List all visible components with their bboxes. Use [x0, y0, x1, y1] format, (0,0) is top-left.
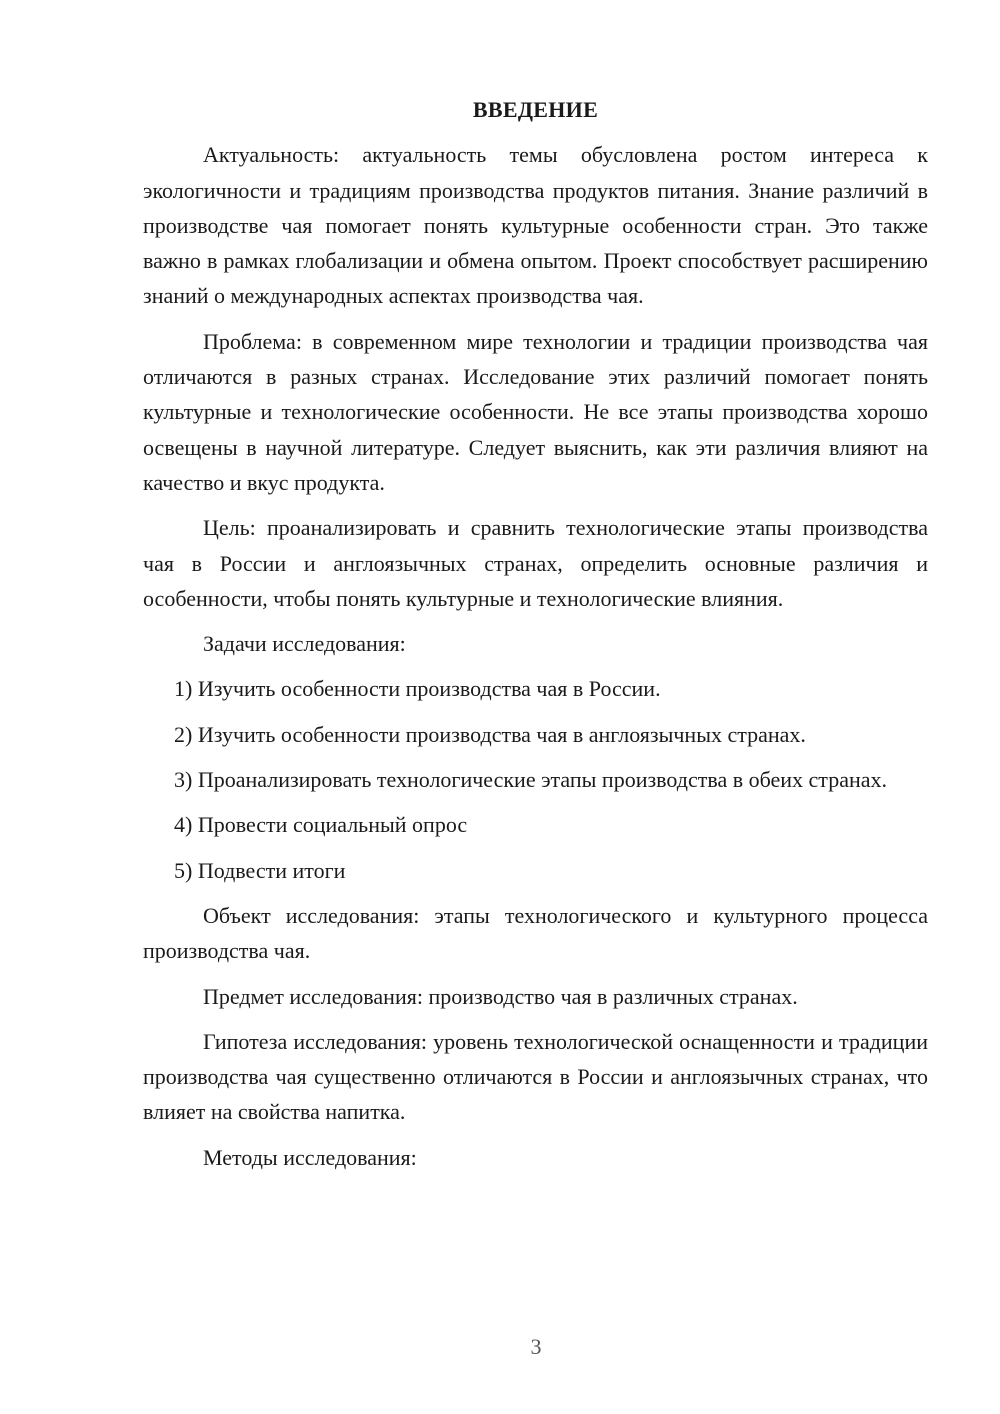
relevance-paragraph: Актуальность: актуальность темы обусловлена ростом интереса к экологичности и традициям производства продуктов питания. Знание различий в производстве чая помогает понять культурные особенности стран. Это также важно в рамках глобализации и обмена опытом. Проект способствует расширению знаний о международных аспектах производства чая. — [143, 142, 928, 309]
task-item-1: 1) Изучить особенности производства чая в России. — [174, 676, 661, 702]
problem-paragraph: Проблема: в современном мире технологии и традиции производства чая отличаются в разных странах. Исследование этих различий помогает понять культурные и технологические особенности. Не все этапы производства хорошо освещены в научной литературе. Следует выяснить, как эти различия влияют на качество и вкус продукта. — [143, 328, 928, 495]
task-item-3: 3) Проанализировать технологические этапы производства в обеих странах. — [174, 767, 887, 793]
tasks-title: Задачи исследования: — [203, 631, 406, 657]
hypothesis-paragraph: Гипотеза исследования: уровень технологической оснащенности и традиции производства чая существенно отличаются в России и англоязычных странах, что влияет на свойства напитка. — [143, 1028, 928, 1125]
methods-title: Методы исследования: — [203, 1144, 417, 1170]
task-item-2: 2) Изучить особенности производства чая в англоязычных странах. — [174, 721, 806, 747]
page-number: 3 — [530, 1334, 542, 1359]
task-item-4: 4) Провести социальный опрос — [174, 812, 468, 838]
page-title: ВВЕДЕНИЕ — [472, 97, 599, 122]
object-paragraph: Объект исследования: этапы технологического и культурного процесса производства чая. — [143, 902, 928, 964]
subject-paragraph: Предмет исследования: производство чая в различных странах. — [203, 983, 798, 1009]
task-item-5: 5) Подвести итоги — [174, 857, 346, 883]
document-page — [143, 92, 928, 1185]
goal-paragraph: Цель: проанализировать и сравнить технологические этапы производства чая в России и англоязычных странах, определить основные различия и особенности, чтобы понять культурные и технологические влияния. — [143, 515, 928, 611]
